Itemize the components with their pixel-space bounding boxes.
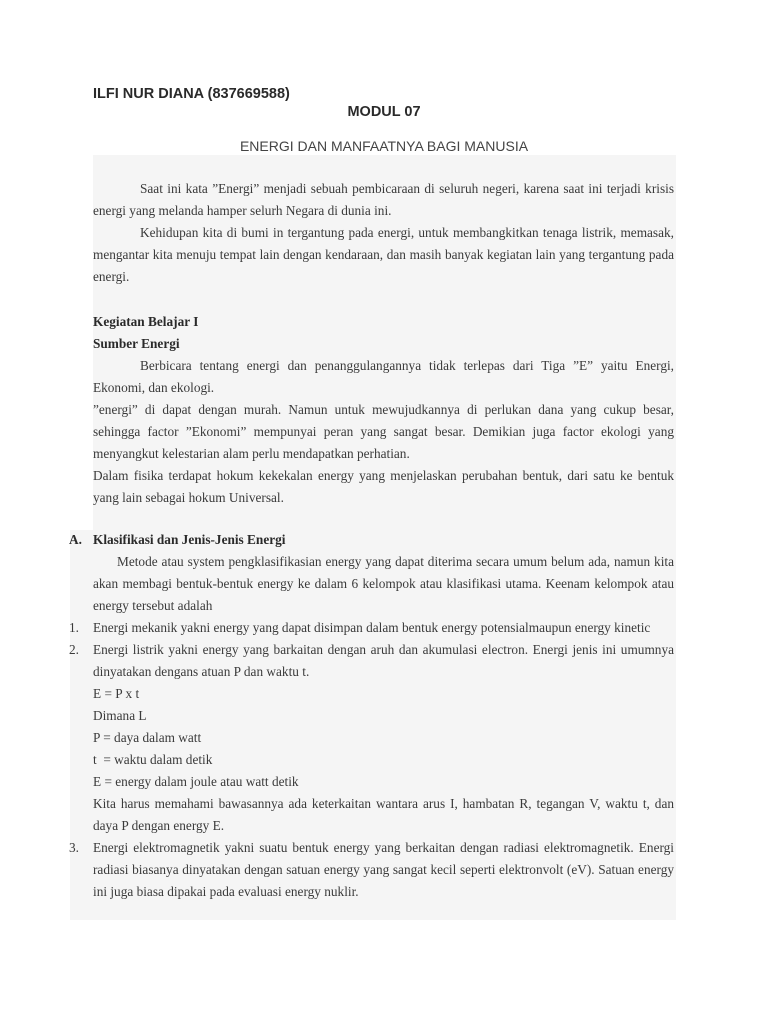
list-item	[69, 617, 674, 639]
document-subtitle: ENERGI DAN MANFAATNYA BAGI MANUSIA	[239, 138, 529, 154]
formula-line: E = P x t	[93, 686, 140, 701]
list-item	[69, 639, 674, 683]
kegiatan-section	[93, 311, 674, 509]
intro-paragraph: Saat ini kata ”Energi” menjadi sebuah pembicaraan di seluruh negeri, karena saat ini terjadi krisis energi yang melanda hamper selurh Negara di dunia ini.	[93, 181, 674, 218]
intro-section	[93, 178, 674, 288]
list-marker: 2.	[69, 642, 79, 657]
list-marker: 1.	[69, 620, 79, 635]
list-item	[69, 837, 674, 903]
section-heading: Klasifikasi dan Jenis-Jenis Energi	[93, 532, 286, 547]
formula-line: Dimana L	[93, 708, 147, 723]
body-paragraph: Berbicara tentang energi dan penanggulangannya tidak terlepas dari Tiga ”E” yaitu Energi, Ekonomi, dan ekologi.	[93, 358, 674, 395]
section-heading: Kegiatan Belajar I	[93, 314, 199, 329]
section-subheading: Sumber Energi	[93, 336, 180, 351]
body-paragraph: ”energi” di dapat dengan murah. Namun untuk mewujudkannya di perlukan dana yang cukup besar, sehingga factor ”Ekonomi” mempunyai peran yang sangat besar. Demikian juga factor ekologi yang menyangkut kelestarian alam perlu mendapatkan perhatian.	[93, 402, 674, 461]
list-item-text: Energi elektromagnetik yakni suatu bentuk energy yang berkaitan dengan radiasi elektromagnetik. Energi radiasi biasanya dinyatakan dengan satuan energy yang sangat kecil seperti elektronvolt (eV). Satuan energy ini juga biasa dipakai pada evaluasi energy nuklir.	[93, 840, 674, 899]
formula-line: P = daya dalam watt	[93, 730, 202, 745]
intro-paragraph: Kehidupan kita di bumi in tergantung pada energi, untuk membangkitkan tenaga listrik, memasak, mengantar kita menuju tempat lain dengan kendaraan, dan masih banyak kegiatan lain yang tergantung pada energi.	[93, 225, 674, 284]
formula-line: E = energy dalam joule atau watt detik	[93, 774, 299, 789]
author-line: ILFI NUR DIANA (837669588)	[93, 86, 290, 102]
body-paragraph: Dalam fisika terdapat hokum kekekalan energy yang menjelaskan perubahan bentuk, dari satu ke bentuk yang lain sebagai hokum Universal.	[93, 468, 674, 505]
body-paragraph: Metode atau system pengklasifikasian energy yang dapat diterima secara umum belum ada, namun kita akan membagi bentuk-bentuk energy ke dalam 6 kelompok atau klasifikasi utama. Keenam kelompok atau energy tersebut adalah	[93, 554, 674, 613]
list-marker: A.	[69, 532, 82, 547]
list-marker: 3.	[69, 840, 79, 855]
body-paragraph: Kita harus memahami bawasannya ada keterkaitan wantara arus I, hambatan R, tegangan V, waktu t, dan daya P dengan energy E.	[93, 796, 674, 833]
classification-section	[69, 529, 674, 903]
list-item-text: Energi mekanik yakni energy yang dapat disimpan dalam bentuk energy potensialmaupun energy kinetic	[93, 620, 651, 635]
module-title: MODUL 07	[347, 104, 421, 120]
list-item-text: Energi listrik yakni energy yang barkaitan dengan aruh dan akumulasi electron. Energi jenis ini umumnya dinyatakan dengans atuan P dan waktu t.	[93, 642, 674, 679]
section-heading-a	[69, 529, 674, 551]
formula-line: t = waktu dalam detik	[93, 752, 213, 767]
